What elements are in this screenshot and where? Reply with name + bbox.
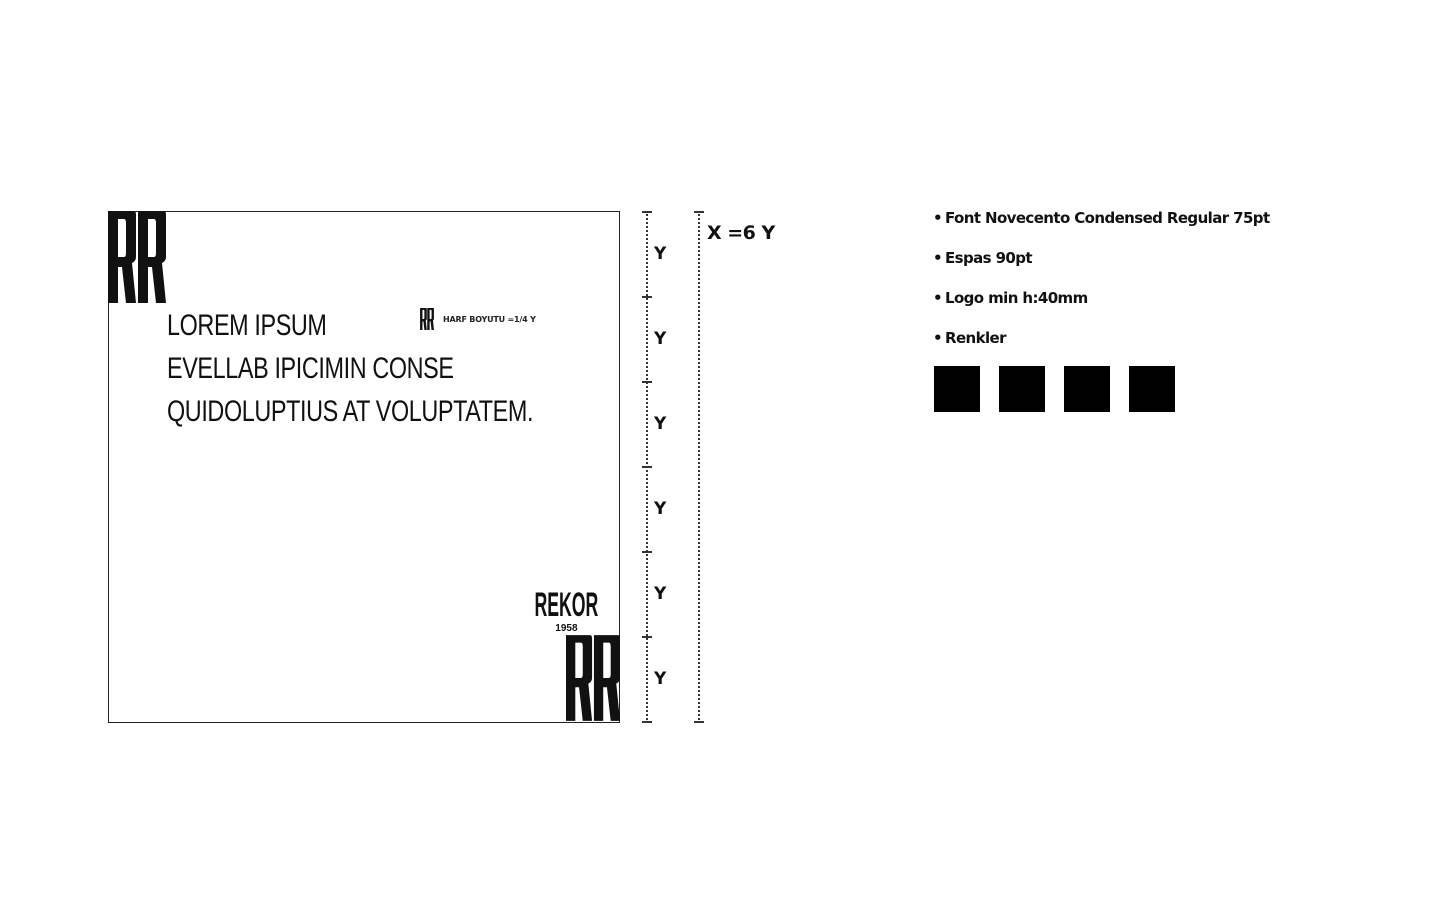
ruler-unit-label: Y <box>654 329 667 349</box>
artboard <box>108 211 620 723</box>
headline-line-1: LOREM IPSUM <box>167 309 327 342</box>
total-ruler-line <box>698 211 700 723</box>
rr-monogram-icon <box>108 211 166 303</box>
total-ruler <box>692 211 706 723</box>
ruler-tick <box>642 211 652 213</box>
ruler-unit-label: Y <box>654 669 667 689</box>
spec-colors: • Renkler <box>933 326 1270 366</box>
rr-monogram-bottom-icon <box>566 633 620 723</box>
brand-name: REKOR <box>534 586 599 624</box>
ruler-unit-label: Y <box>654 584 667 604</box>
ruler-tick <box>642 381 652 383</box>
spec-list <box>933 206 1270 366</box>
letter-size-note <box>419 308 536 330</box>
ruler-tick <box>642 636 652 638</box>
color-swatch-3 <box>1064 366 1110 412</box>
headline-line-2: EVELLAB IPICIMIN CONSE <box>167 352 454 385</box>
spec-logo-min: • Logo min h:40mm <box>933 286 1270 326</box>
ruler-unit-label: Y <box>654 414 667 434</box>
brand-logo <box>505 588 628 634</box>
letter-size-note-text: HARF BOYUTU =1/4 Y <box>443 314 536 324</box>
headline-line-3: QUIDOLUPTIUS AT VOLUPTATEM. <box>167 395 534 428</box>
formula-label: X =6 Y <box>707 222 775 244</box>
total-ruler-cap-top <box>694 211 704 213</box>
ruler-tick <box>642 296 652 298</box>
ruler-unit-label: Y <box>654 244 667 264</box>
color-swatch-1 <box>934 366 980 412</box>
ruler-tick <box>642 551 652 553</box>
ruler-tick <box>642 466 652 468</box>
rr-monogram-small-icon <box>419 308 435 330</box>
total-ruler-cap-bottom <box>694 721 704 723</box>
ruler-tick <box>642 721 652 723</box>
color-swatches <box>934 366 1175 412</box>
unit-ruler <box>640 211 667 723</box>
brand-year: 1958 <box>555 623 578 634</box>
spec-font: • Font Novecento Condensed Regular 75pt <box>933 206 1270 246</box>
ruler-unit-label: Y <box>654 499 667 519</box>
color-swatch-2 <box>999 366 1045 412</box>
spec-spacing: • Espas 90pt <box>933 246 1270 286</box>
color-swatch-4 <box>1129 366 1175 412</box>
